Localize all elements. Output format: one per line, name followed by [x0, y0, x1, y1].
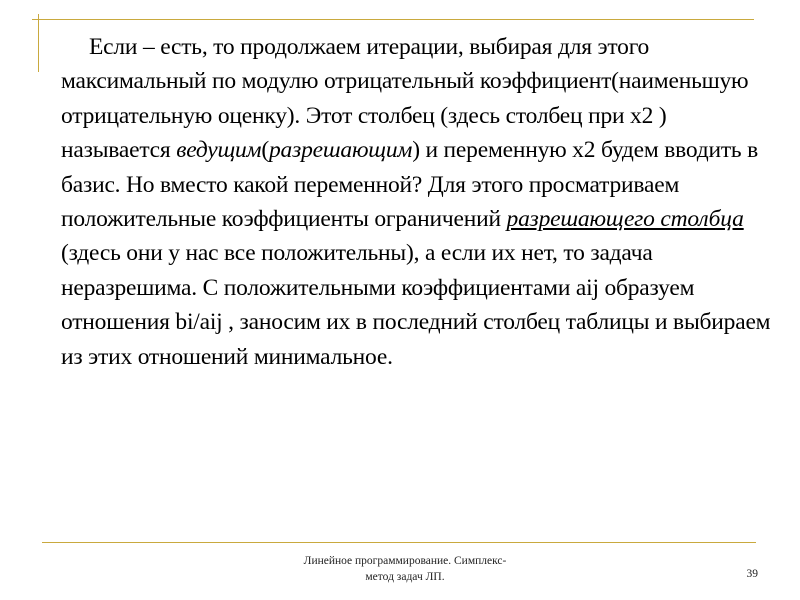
- term-leading: ведущим: [176, 137, 262, 164]
- page-number: 39: [746, 568, 758, 580]
- term-resolving-column: разрешающего столбца: [506, 206, 744, 233]
- body-text-segment-3: ) и переменную x2 будем вводить в базис. Но вместо какой переменной? Для этого просматриваем положительные коэффициенты ограничений: [61, 137, 759, 233]
- footer-title: [260, 553, 550, 585]
- top-rule: [32, 19, 754, 20]
- left-rule: [38, 14, 39, 72]
- body-paragraph: [61, 30, 775, 374]
- bottom-rule: [42, 542, 756, 543]
- footer-title-line-2: метод задач ЛП.: [365, 571, 445, 583]
- body-text-segment-2: (: [261, 137, 269, 164]
- body-text: [61, 30, 775, 374]
- footer-title-line-1: Линейное программирование. Симплекс-: [303, 555, 507, 567]
- body-text-segment-1: Если – есть, то продолжаем итерации, выбирая для этого максимальный по модулю отрицательный коэффициент(наименьшую отрицательную оценку). Этот столбец (здесь столбец при x2 ) называется: [61, 34, 749, 164]
- term-resolving: разрешающим: [269, 137, 413, 164]
- body-text-segment-4: (здесь они у нас все положительны), а если их нет, то задача неразрешима. С положительными коэффициентами aij образуем отношения bi/aij , заносим их в последний столбец таблицы и выбираем из этих отношений минимальное.: [61, 240, 771, 370]
